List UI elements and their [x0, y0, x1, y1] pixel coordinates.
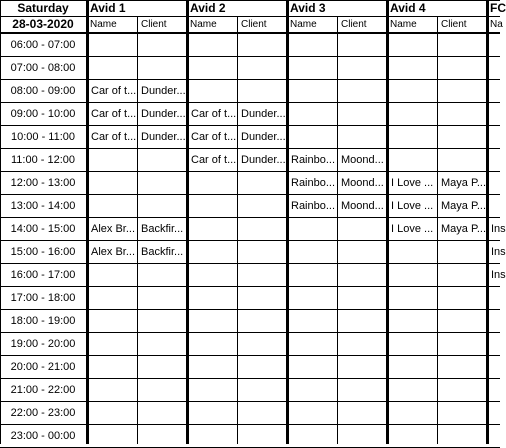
group-header-4: Avid 4 — [390, 1, 426, 15]
schedule-cell[interactable] — [238, 333, 286, 355]
time-slot-label: 20:00 - 21:00 — [10, 361, 76, 373]
schedule-cell[interactable] — [338, 287, 386, 309]
schedule-cell[interactable] — [288, 103, 337, 125]
schedule-cell[interactable] — [88, 172, 137, 194]
schedule-cell[interactable] — [288, 402, 337, 424]
schedule-cell[interactable] — [288, 34, 337, 56]
schedule-cell[interactable] — [338, 126, 386, 148]
schedule-cell[interactable]: I Love ... — [391, 223, 434, 235]
schedule-cell[interactable] — [338, 241, 386, 263]
subheader-client: Client — [141, 19, 167, 30]
schedule-cell[interactable] — [488, 34, 500, 56]
schedule-cell[interactable] — [88, 57, 137, 79]
grid-line — [0, 217, 500, 218]
subheader-name: Na — [490, 19, 503, 30]
schedule-cell[interactable]: Car of t... — [91, 85, 137, 97]
grid-line — [0, 79, 500, 80]
group-header-5: FC — [490, 1, 506, 15]
grid-line — [0, 16, 500, 17]
schedule-cell[interactable]: Rainbo... — [291, 200, 336, 212]
group-divider — [186, 0, 189, 444]
schedule-cell[interactable] — [388, 402, 437, 424]
schedule-cell[interactable] — [388, 333, 437, 355]
schedule-cell[interactable] — [188, 57, 237, 79]
grid-line — [0, 378, 500, 379]
schedule-cell[interactable] — [438, 149, 486, 171]
schedule-cell[interactable] — [438, 57, 486, 79]
schedule-cell[interactable] — [488, 425, 500, 447]
grid-line — [0, 263, 500, 264]
schedule-cell[interactable] — [438, 310, 486, 332]
grid-line — [0, 171, 500, 172]
schedule-cell[interactable] — [338, 80, 386, 102]
schedule-cell[interactable] — [438, 356, 486, 378]
schedule-cell[interactable] — [88, 264, 137, 286]
time-slot-label: 13:00 - 14:00 — [10, 200, 76, 212]
schedule-cell[interactable]: Maya P... — [441, 177, 487, 189]
schedule-cell[interactable] — [338, 402, 386, 424]
schedule-cell[interactable] — [488, 126, 500, 148]
schedule-cell[interactable] — [438, 264, 486, 286]
schedule-cell[interactable] — [388, 103, 437, 125]
schedule-cell[interactable] — [188, 425, 237, 447]
schedule-cell[interactable] — [238, 57, 286, 79]
schedule-cell[interactable] — [488, 80, 500, 102]
schedule-cell[interactable] — [238, 402, 286, 424]
schedule-cell[interactable] — [438, 402, 486, 424]
time-slot-label: 06:00 - 07:00 — [10, 39, 76, 51]
subheader-client: Client — [441, 19, 467, 30]
schedule-cell[interactable] — [338, 425, 386, 447]
schedule-cell[interactable] — [288, 379, 337, 401]
schedule-cell[interactable] — [288, 287, 337, 309]
schedule-cell[interactable] — [88, 149, 137, 171]
schedule-cell[interactable] — [238, 34, 286, 56]
schedule-cell[interactable]: Dunder... — [141, 85, 186, 97]
schedule-cell[interactable] — [88, 402, 137, 424]
schedule-cell[interactable]: Car of t... — [191, 131, 237, 143]
schedule-cell[interactable] — [438, 379, 486, 401]
schedule-cell[interactable]: Alex Br... — [91, 223, 136, 235]
schedule-cell[interactable]: Ins — [491, 223, 506, 235]
schedule-cell[interactable] — [138, 379, 186, 401]
schedule-cell[interactable] — [488, 333, 500, 355]
schedule-cell[interactable] — [138, 149, 186, 171]
schedule-cell[interactable] — [138, 333, 186, 355]
schedule-cell[interactable] — [138, 34, 186, 56]
schedule-cell[interactable] — [188, 287, 237, 309]
schedule-cell[interactable] — [188, 356, 237, 378]
group-divider — [86, 0, 89, 444]
schedule-cell[interactable] — [88, 34, 137, 56]
group-divider — [286, 0, 289, 444]
time-slot-label: 12:00 - 13:00 — [10, 177, 76, 189]
schedule-cell[interactable] — [188, 80, 237, 102]
schedule-cell[interactable] — [488, 103, 500, 125]
schedule-cell[interactable] — [388, 126, 437, 148]
schedule-cell[interactable] — [238, 195, 286, 217]
grid-line — [0, 0, 1, 444]
schedule-cell[interactable] — [138, 172, 186, 194]
group-divider — [486, 0, 489, 444]
grid-line — [0, 102, 500, 103]
schedule-cell[interactable] — [138, 57, 186, 79]
schedule-cell[interactable]: Ins — [491, 269, 506, 281]
grid-line — [0, 0, 500, 1]
subheader-client: Client — [341, 19, 367, 30]
schedule-cell[interactable] — [488, 356, 500, 378]
grid-line — [137, 16, 138, 444]
grid-line — [0, 286, 500, 287]
time-slot-label: 08:00 - 09:00 — [10, 85, 76, 97]
schedule-cell[interactable] — [88, 379, 137, 401]
schedule-cell[interactable] — [438, 80, 486, 102]
grid-line — [0, 332, 500, 333]
schedule-cell[interactable] — [438, 425, 486, 447]
time-slot-label: 17:00 - 18:00 — [10, 292, 76, 304]
schedule-cell[interactable] — [238, 425, 286, 447]
time-slot-label: 18:00 - 19:00 — [10, 315, 76, 327]
schedule-cell[interactable] — [88, 356, 137, 378]
time-slot-label: 07:00 - 08:00 — [10, 62, 76, 74]
schedule-cell[interactable] — [438, 34, 486, 56]
schedule-cell[interactable] — [238, 241, 286, 263]
schedule-cell[interactable] — [338, 333, 386, 355]
schedule-cell[interactable]: Car of t... — [191, 108, 237, 120]
group-header-3: Avid 3 — [290, 1, 326, 15]
schedule-cell[interactable]: I Love ... — [391, 177, 434, 189]
schedule-cell[interactable] — [88, 333, 137, 355]
schedule-cell[interactable] — [488, 195, 500, 217]
schedule-cell[interactable] — [338, 379, 386, 401]
schedule-cell[interactable] — [188, 310, 237, 332]
schedule-cell[interactable]: Maya P... — [441, 223, 487, 235]
group-header-2: Avid 2 — [190, 1, 226, 15]
schedule-cell[interactable] — [388, 57, 437, 79]
schedule-cell[interactable]: Car of t... — [91, 131, 137, 143]
schedule-cell[interactable] — [138, 195, 186, 217]
schedule-cell[interactable] — [188, 218, 237, 240]
schedule-cell[interactable] — [488, 149, 500, 171]
time-slot-label: 11:00 - 12:00 — [10, 154, 75, 166]
schedule-cell[interactable] — [138, 264, 186, 286]
schedule-cell[interactable] — [238, 172, 286, 194]
schedule-cell[interactable] — [238, 218, 286, 240]
schedule-cell[interactable] — [338, 103, 386, 125]
schedule-cell[interactable]: Maya P... — [441, 200, 487, 212]
schedule-cell[interactable] — [388, 264, 437, 286]
schedule-cell[interactable] — [138, 356, 186, 378]
group-divider — [386, 0, 389, 444]
grid-line — [237, 16, 238, 444]
schedule-cell[interactable] — [388, 425, 437, 447]
schedule-cell[interactable]: Dunder... — [141, 108, 186, 120]
schedule-cell[interactable] — [288, 425, 337, 447]
schedule-cell[interactable] — [488, 379, 500, 401]
grid-line — [0, 355, 500, 356]
schedule-cell[interactable]: Rainbo... — [291, 177, 336, 189]
schedule-cell[interactable]: Moond... — [341, 200, 384, 212]
schedule-cell[interactable] — [338, 356, 386, 378]
schedule-cell[interactable] — [438, 126, 486, 148]
time-slot-label: 10:00 - 11:00 — [10, 131, 75, 143]
schedule-cell[interactable] — [338, 310, 386, 332]
schedule-cell[interactable] — [488, 310, 500, 332]
schedule-cell[interactable]: Dunder... — [241, 131, 286, 143]
schedule-cell[interactable] — [188, 333, 237, 355]
grid-line — [0, 33, 500, 34]
schedule-cell[interactable]: Car of t... — [191, 154, 237, 166]
schedule-cell[interactable] — [338, 34, 386, 56]
schedule-cell[interactable] — [238, 287, 286, 309]
schedule-cell[interactable] — [488, 402, 500, 424]
schedule-cell[interactable] — [88, 425, 137, 447]
schedule-cell[interactable] — [138, 310, 186, 332]
schedule-cell[interactable] — [238, 310, 286, 332]
schedule-cell[interactable]: Dunder... — [241, 108, 286, 120]
schedule-cell[interactable] — [188, 241, 237, 263]
schedule-cell[interactable] — [288, 333, 337, 355]
schedule-cell[interactable] — [288, 57, 337, 79]
subheader-name: Name — [290, 19, 317, 30]
schedule-cell[interactable]: Dunder... — [241, 154, 286, 166]
schedule-cell[interactable] — [188, 34, 237, 56]
time-slot-label: 14:00 - 15:00 — [10, 223, 76, 235]
schedule-cell[interactable] — [338, 218, 386, 240]
schedule-cell[interactable] — [88, 195, 137, 217]
grid-line — [337, 16, 338, 444]
schedule-cell[interactable] — [238, 379, 286, 401]
schedule-cell[interactable] — [388, 379, 437, 401]
grid-line — [437, 16, 438, 444]
schedule-cell[interactable] — [388, 356, 437, 378]
schedule-cell[interactable]: Dunder... — [141, 131, 186, 143]
grid-line — [0, 56, 500, 57]
group-header-1: Avid 1 — [90, 1, 126, 15]
schedule-cell[interactable] — [188, 172, 237, 194]
schedule-cell[interactable] — [488, 57, 500, 79]
schedule-cell[interactable] — [188, 402, 237, 424]
schedule-cell[interactable] — [88, 287, 137, 309]
schedule-cell[interactable] — [288, 356, 337, 378]
schedule-cell[interactable]: Moond... — [341, 177, 384, 189]
schedule-cell[interactable]: I Love ... — [391, 200, 434, 212]
schedule-cell[interactable] — [388, 149, 437, 171]
schedule-cell[interactable] — [338, 264, 386, 286]
time-slot-label: 19:00 - 20:00 — [10, 338, 76, 350]
time-slot-label: 15:00 - 16:00 — [10, 246, 76, 258]
schedule-cell[interactable] — [488, 172, 500, 194]
date-label: 28-03-2020 — [12, 17, 74, 31]
schedule-cell[interactable] — [388, 310, 437, 332]
schedule-cell[interactable] — [88, 310, 137, 332]
grid-line — [0, 125, 500, 126]
schedule-cell[interactable] — [138, 402, 186, 424]
schedule-cell[interactable] — [438, 287, 486, 309]
schedule-cell[interactable] — [388, 34, 437, 56]
schedule-cell[interactable] — [288, 310, 337, 332]
schedule-cell[interactable] — [238, 356, 286, 378]
schedule-cell[interactable]: Ins — [491, 246, 506, 258]
schedule-cell[interactable] — [238, 264, 286, 286]
schedule-cell[interactable] — [188, 379, 237, 401]
schedule-cell[interactable] — [388, 241, 437, 263]
time-slot-label: 21:00 - 22:00 — [10, 384, 76, 396]
schedule-cell[interactable] — [288, 80, 337, 102]
subheader-name: Name — [190, 19, 217, 30]
schedule-cell[interactable]: Moond... — [341, 154, 384, 166]
time-slot-label: 09:00 - 10:00 — [10, 108, 76, 120]
time-slot-label: 22:00 - 23:00 — [10, 407, 76, 419]
schedule-cell[interactable] — [238, 80, 286, 102]
subheader-name: Name — [90, 19, 117, 30]
grid-line — [0, 309, 500, 310]
time-slot-label: 23:00 - 00:00 — [10, 430, 76, 442]
schedule-cell[interactable] — [138, 287, 186, 309]
schedule-cell[interactable] — [438, 103, 486, 125]
grid-line — [0, 194, 500, 195]
grid-line — [0, 148, 500, 149]
schedule-cell[interactable] — [338, 57, 386, 79]
schedule-cell[interactable]: Backfir... — [141, 223, 184, 235]
schedule-cell[interactable] — [438, 241, 486, 263]
schedule-cell[interactable] — [188, 195, 237, 217]
schedule-cell[interactable] — [388, 287, 437, 309]
schedule-cell[interactable] — [438, 333, 486, 355]
schedule-cell[interactable] — [288, 241, 337, 263]
schedule-cell[interactable] — [188, 264, 237, 286]
grid-line — [0, 401, 500, 402]
grid-line — [0, 240, 500, 241]
schedule-cell[interactable] — [288, 126, 337, 148]
schedule-cell[interactable] — [288, 218, 337, 240]
schedule-cell[interactable]: Backfir... — [141, 246, 184, 258]
grid-line — [0, 424, 500, 425]
schedule-cell[interactable] — [388, 80, 437, 102]
day-label: Saturday — [17, 1, 69, 15]
schedule-cell[interactable] — [138, 425, 186, 447]
subheader-name: Name — [390, 19, 417, 30]
schedule-cell[interactable] — [288, 264, 337, 286]
schedule-cell[interactable]: Car of t... — [91, 108, 137, 120]
schedule-cell[interactable]: Alex Br... — [91, 246, 136, 258]
time-slot-label: 16:00 - 17:00 — [10, 269, 76, 281]
schedule-cell[interactable] — [488, 287, 500, 309]
subheader-client: Client — [241, 19, 267, 30]
schedule-cell[interactable]: Rainbo... — [291, 154, 336, 166]
